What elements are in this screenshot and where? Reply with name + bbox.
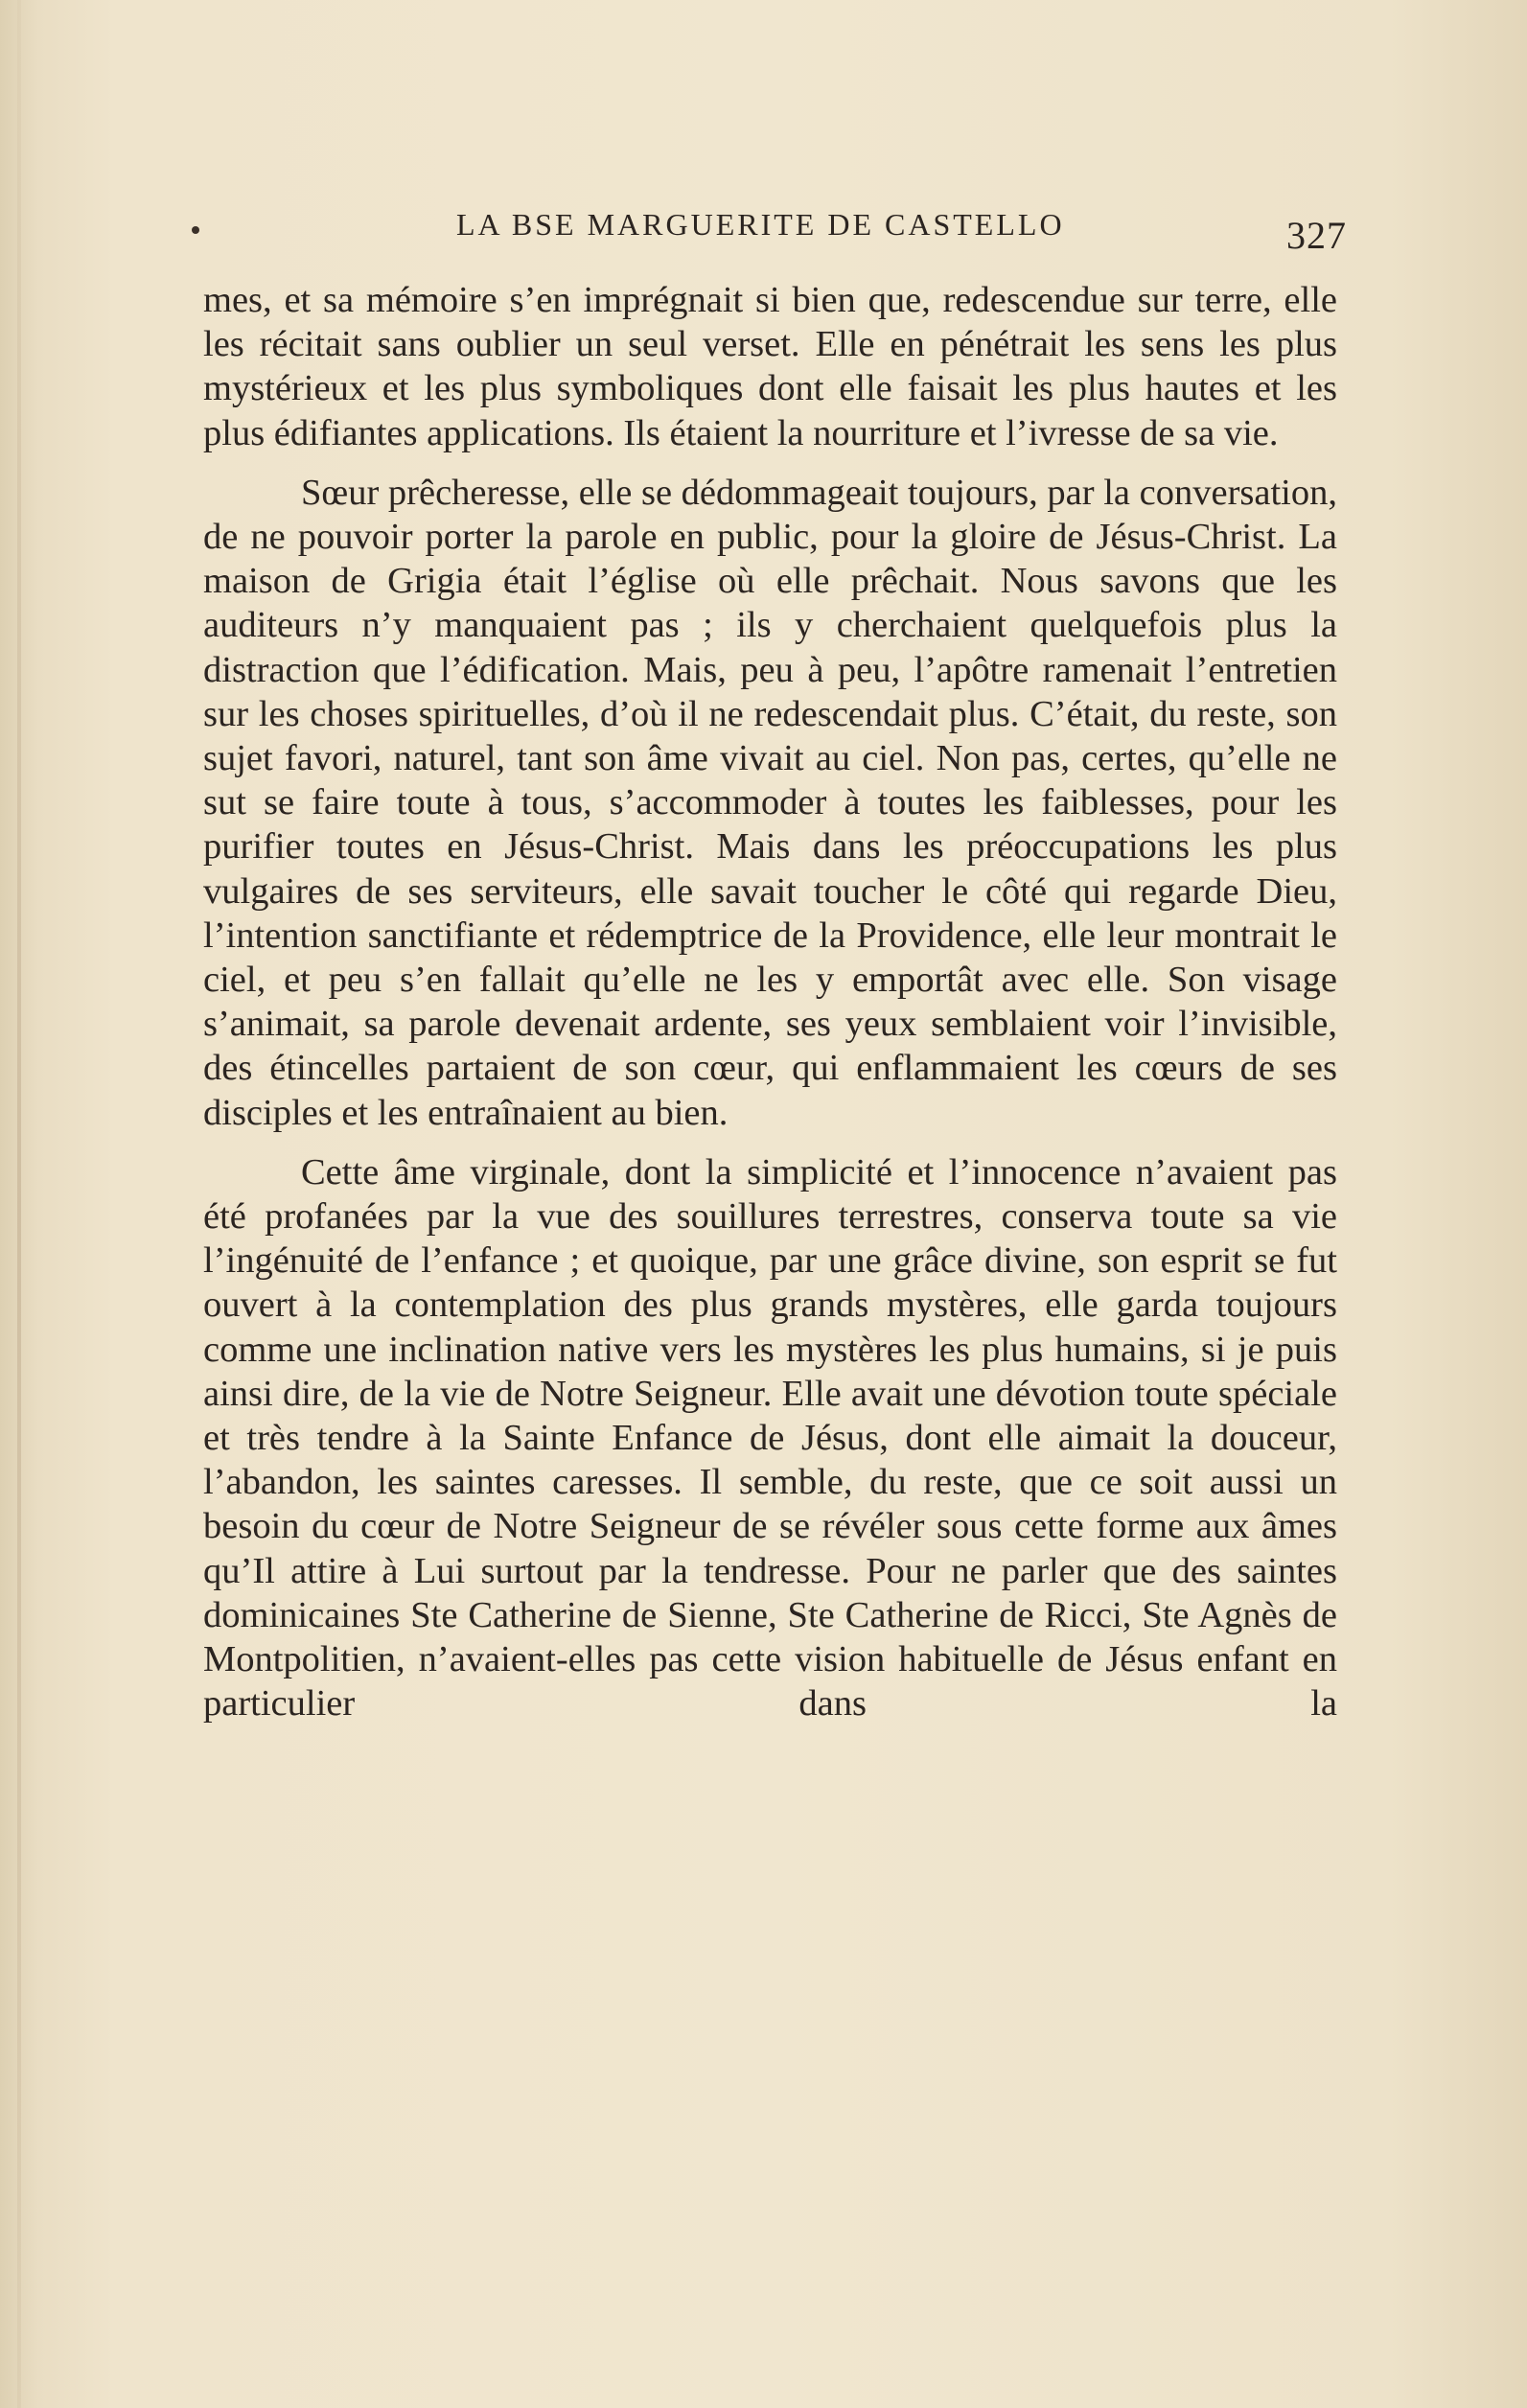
page-number: 327 [1286, 214, 1347, 257]
page-header [192, 203, 1347, 261]
running-title: LA BSE MARGUERITE DE CASTELLO [456, 207, 1065, 242]
header-dot [192, 226, 199, 234]
paragraph-continuation: mes, et sa mémoire s’en imprégnait si bien que, redescendue sur terre, elle les récitait sans oublier un seul verset. Elle en pénétrait les sens les plus mystérieux et les plus symboliques dont elle faisait les plus hautes et les plus édifiantes applications. Ils étaient la nourriture et l’ivresse de sa vie. [203, 280, 1337, 453]
page-gutter-shadow [17, 0, 21, 2408]
paragraph-soeur-precheresse: Sœur prêcheresse, elle se dédommageait toujours, par la conversation, de ne pouvoir porter la parole en public, pour la gloire de Jésus-Christ. La maison de Grigia était l’église où elle prêchait. Nous savons que les auditeurs n’y manquaient pas ; ils y cherchaient quelquefois plus la distraction que l’édification. Mais, peu à peu, l’apôtre ramenait l’entretien sur les choses spirituelles, d’où il ne redescendait plus. C’était, du reste, son sujet favori, naturel, tant son âme vivait au ciel. Non pas, certes, qu’elle ne sut se faire toute à tous, s’accommoder à toutes les faiblesses, pour les purifier toutes en Jésus-Christ. Mais dans les préoccupations les plus vulgaires de ses serviteurs, elle savait toucher le côté qui regarde Dieu, l’intention sanctifiante et rédemptrice de la Providence, elle leur montrait le ciel, et peu s’en fallait qu’elle ne les y emportât avec elle. Son visage s’animait, sa parole devenait ardente, ses yeux semblaient voir l’invisible, des étincelles partaient de son cœur, qui enflammaient les cœurs de ses disciples et les entraînaient au bien. [203, 472, 1337, 1133]
body-text [203, 278, 1337, 1726]
paragraph-ame-virginale: Cette âme virginale, dont la simplicité et l’innocence n’avaient pas été profanées par la vue des souillures terrestres, conserva toute sa vie l’ingénuité de l’enfance ; et quoique, par une grâce divine, son esprit se fut ouvert à la contemplation des plus grands mystères, elle garda toujours comme une inclination native vers les mystères les plus humains, si je puis ainsi dire, de la vie de Notre Seigneur. Elle avait une dévotion toute spéciale et très tendre à la Sainte Enfance de Jésus, dont elle aimait la douceur, l’abandon, les saintes caresses. Il semble, du reste, que ce soit aussi un besoin du cœur de Notre Seigneur de se révéler sous cette forme aux âmes qu’Il attire à Lui surtout par la tendresse. Pour ne parler que des saintes dominicaines Ste Catherine de Sienne, Ste Catherine de Ricci, Ste Agnès de Montpolitien, n’avaient-elles pas cette vision habituelle de Jésus enfant en particulier dans la [203, 1151, 1337, 1725]
